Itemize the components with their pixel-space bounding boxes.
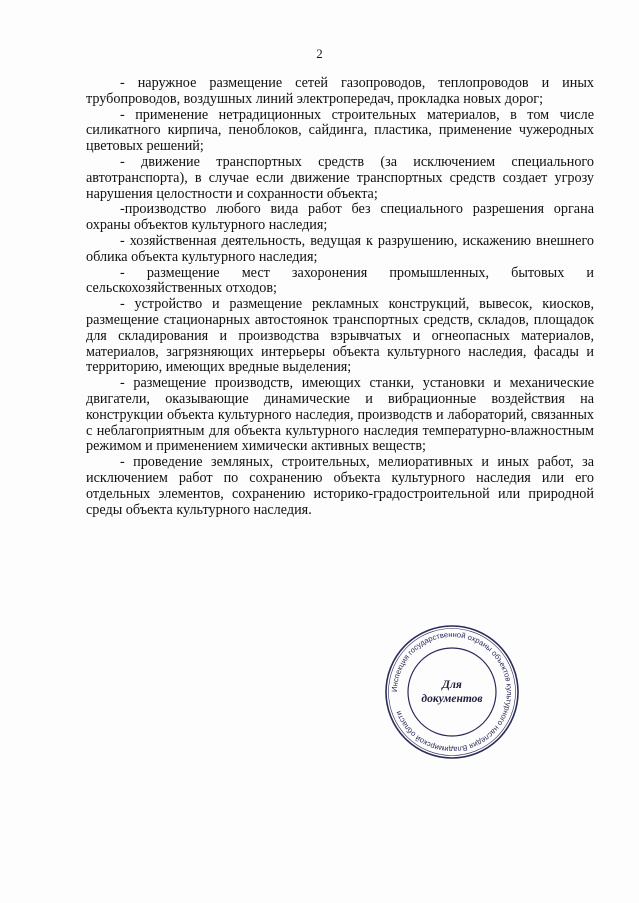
list-item: - размещение мест захоронения промышленных, бытовых и сельскохозяйственных отходов; bbox=[86, 264, 594, 297]
list-item: - устройство и размещение рекламных конструкций, вывесок, киосков, размещение стационарных автостоянок транспортных средств, складов, площадок для складирования и производства взрывчатых и огнеопасных материалов, материалов, загрязняющих интерьеры объекта культурного наследия, фасады и территорию, имеющих вредные выделения; bbox=[86, 296, 594, 376]
seal-inner-ring bbox=[408, 648, 496, 736]
seal-outer-ring bbox=[386, 626, 518, 758]
official-seal bbox=[382, 622, 522, 762]
seal-center-line1: Для bbox=[442, 679, 462, 691]
list-item: -производство любого вида работ без специального разрешения органа охраны объектов культурного наследия; bbox=[86, 201, 594, 234]
seal-graphic bbox=[382, 622, 522, 762]
list-item: - размещение производств, имеющих станки, установки и механические двигатели, оказывающие динамические и вибрационные воздействия на конструкции объекта культурного наследия, производств и лабораторий, связанных с неблагоприятным для объекта культурного наследия температурно-влажностным режимом и применением химически активных веществ; bbox=[86, 375, 594, 455]
seal-center-line2: документов bbox=[421, 693, 483, 705]
page-number: 2 bbox=[316, 46, 323, 61]
list-item: - хозяйственная деятельность, ведущая к разрушению, искажению внешнего облика объекта культурного наследия; bbox=[86, 232, 594, 265]
list-item: - движение транспортных средств (за исключением специального автотранспорта), в случае если движение транспортных средств создает угрозу нарушения целостности и сохранности объекта; bbox=[86, 153, 594, 202]
seal-ring-text: Инспекция государственной охраны объектов культурного наследия Владимирской области bbox=[389, 629, 515, 755]
list-item: - применение нетрадиционных строительных материалов, в том числе силикатного кирпича, пеноблоков, сайдинга, пластика, применение чужеродных цветовых решений; bbox=[86, 106, 594, 155]
list-item: - проведение земляных, строительных, мелиоративных и иных работ, за исключением работ по сохранению объекта культурного наследия или его отдельных элементов, сохранению историко-градостроительной или природной среды объекта культурного наследия. bbox=[86, 454, 594, 518]
list-item: - наружное размещение сетей газопроводов, теплопроводов и иных трубопроводов, воздушных линий электропередач, прокладка новых дорог; bbox=[86, 75, 594, 107]
restrictions-list bbox=[86, 76, 594, 518]
